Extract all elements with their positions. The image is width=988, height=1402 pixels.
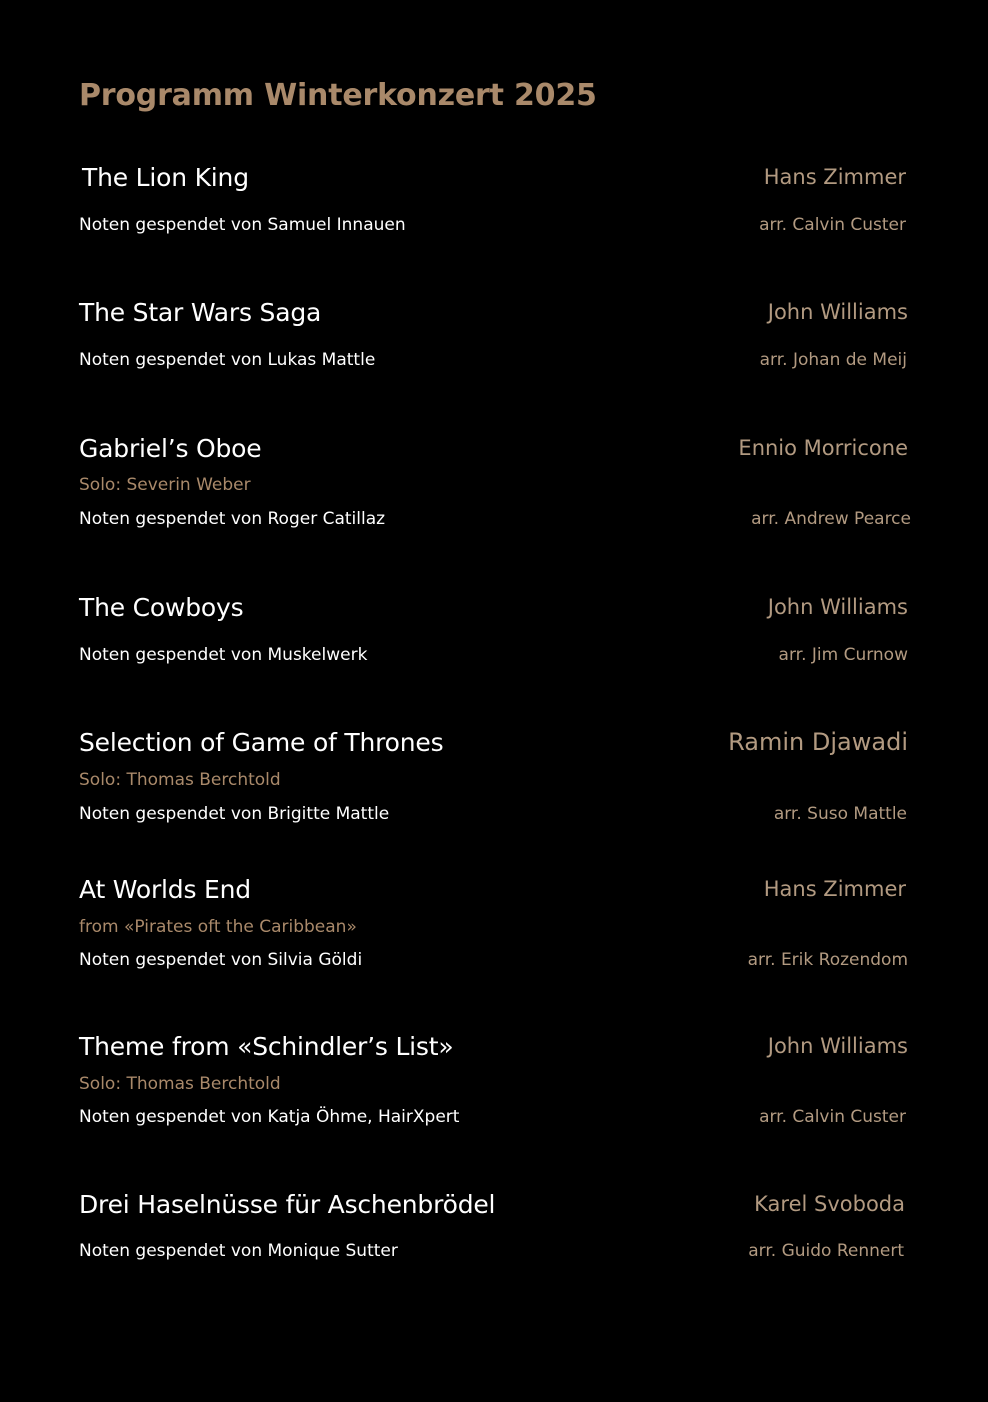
donor-note: Noten gespendet von Lukas Mattle — [79, 350, 376, 370]
composer-name: John Williams — [767, 1034, 908, 1058]
piece-title: The Cowboys — [79, 593, 244, 622]
soloist-note: Solo: Thomas Berchtold — [79, 770, 281, 790]
composer-name: John Williams — [767, 300, 908, 324]
arranger-name: arr. Calvin Custer — [759, 215, 906, 235]
donor-note: Noten gespendet von Roger Catillaz — [79, 509, 386, 529]
composer-name: Karel Svoboda — [754, 1192, 905, 1216]
source-note: from «Pirates oft the Caribbean» — [79, 917, 357, 937]
composer-name: Ramin Djawadi — [728, 728, 908, 756]
piece-title: The Lion King — [82, 163, 249, 192]
donor-note: Noten gespendet von Katja Öhme, HairXpert — [79, 1107, 460, 1127]
donor-note: Noten gespendet von Muskelwerk — [79, 645, 368, 665]
arranger-name: arr. Andrew Pearce — [751, 509, 911, 529]
arranger-name: arr. Calvin Custer — [759, 1107, 906, 1127]
piece-title: Selection of Game of Thrones — [79, 728, 444, 757]
soloist-note: Solo: Severin Weber — [79, 475, 251, 495]
composer-name: John Williams — [767, 595, 908, 619]
donor-note: Noten gespendet von Brigitte Mattle — [79, 804, 390, 824]
page-title: Programm Winterkonzert 2025 — [79, 78, 597, 113]
piece-title: Theme from «Schindler’s List» — [79, 1032, 454, 1061]
piece-title: Gabriel’s Oboe — [79, 434, 262, 463]
composer-name: Ennio Morricone — [738, 436, 908, 460]
donor-note: Noten gespendet von Silvia Göldi — [79, 950, 363, 970]
soloist-note: Solo: Thomas Berchtold — [79, 1074, 281, 1094]
piece-title: The Star Wars Saga — [79, 298, 322, 327]
composer-name: Hans Zimmer — [763, 165, 906, 189]
arranger-name: arr. Suso Mattle — [773, 804, 907, 824]
arranger-name: arr. Erik Rozendom — [747, 950, 908, 970]
arranger-name: arr. Johan de Meij — [759, 350, 907, 370]
arranger-name: arr. Jim Curnow — [778, 645, 908, 665]
piece-title: At Worlds End — [79, 875, 251, 904]
arranger-name: arr. Guido Rennert — [748, 1241, 904, 1261]
donor-note: Noten gespendet von Samuel Innauen — [79, 215, 406, 235]
piece-title: Drei Haselnüsse für Aschenbrödel — [79, 1190, 496, 1219]
composer-name: Hans Zimmer — [763, 877, 906, 901]
donor-note: Noten gespendet von Monique Sutter — [79, 1241, 398, 1261]
